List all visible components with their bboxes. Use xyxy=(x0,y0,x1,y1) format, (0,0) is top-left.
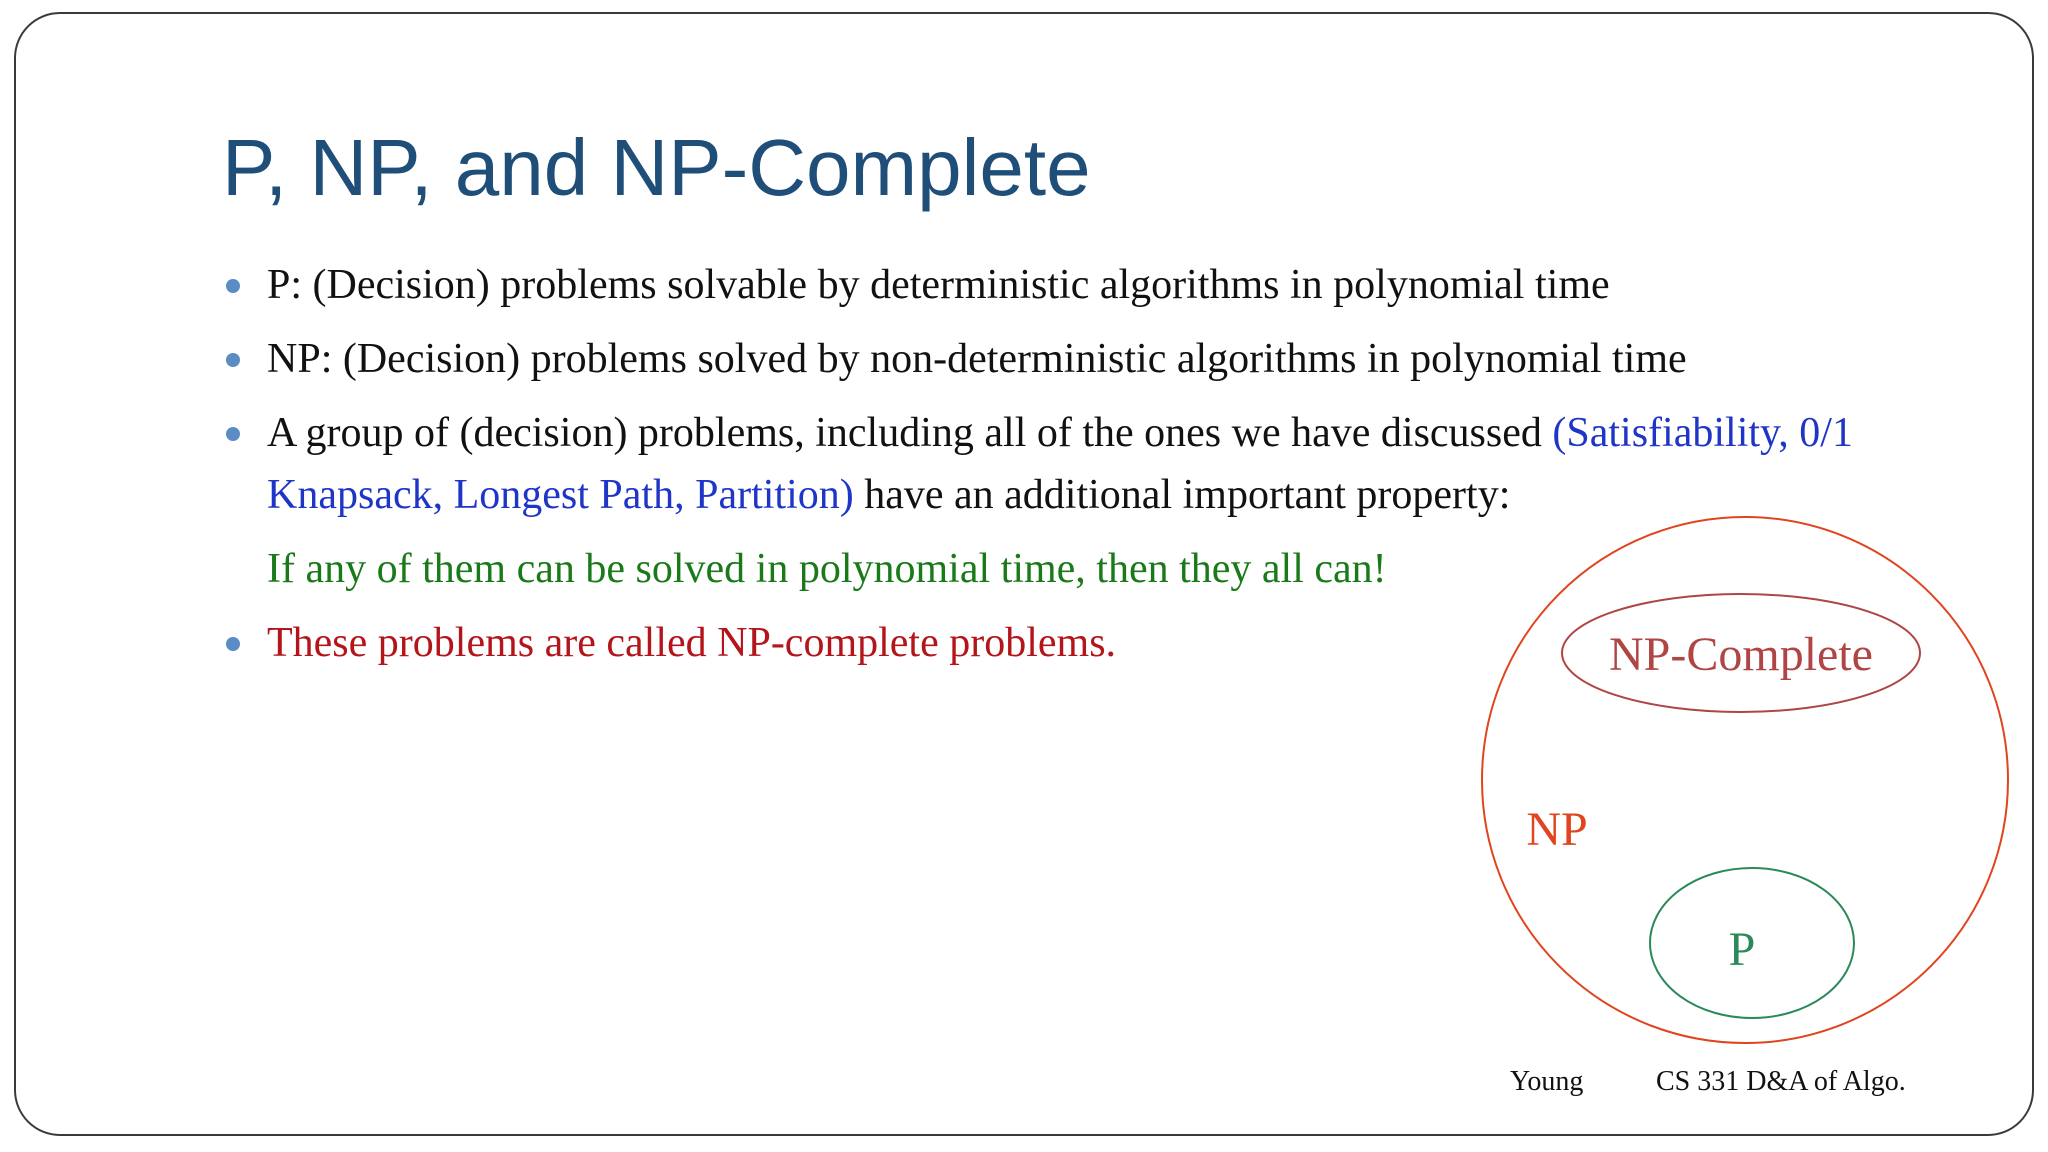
bullet-text: P: (Decision) problems solvable by deterministic algorithms in polynomial time xyxy=(267,262,1610,308)
bullet-dot-icon xyxy=(226,279,240,293)
bullet-text: These problems are called NP-complete problems. xyxy=(267,620,1117,666)
bullet-dot-icon xyxy=(226,353,240,367)
bullet-list xyxy=(222,254,1922,686)
bullet-text: NP: (Decision) problems solved by non-deterministic algorithms in polynomial time xyxy=(267,336,1687,382)
np-label: NP xyxy=(1526,803,1588,856)
footer-course: CS 331 D&A of Algo. xyxy=(1656,1066,1906,1097)
bullet-text-lead: A group of (decision) problems, including all of the ones we have discussed xyxy=(267,410,1553,456)
bullet-dot-icon xyxy=(226,637,240,651)
example-problems: (Satisfiability, 0/1 Knapsack, Longest Path, Partition) xyxy=(267,410,1853,518)
p-label: P xyxy=(1728,923,1756,976)
np-complete-label: NP-Complete xyxy=(1609,628,1873,681)
bullet-p-definition xyxy=(222,254,1922,316)
property-statement: If any of them can be solved in polynomial time, then they all can! xyxy=(267,546,1387,592)
bullet-np-complete-called xyxy=(222,612,1922,674)
footer-author: Young xyxy=(1510,1066,1584,1097)
bullet-text-tail: have an additional important property: xyxy=(853,472,1511,518)
slide-title: P, NP, and NP-Complete xyxy=(222,123,1091,212)
bullet-np-definition xyxy=(222,328,1922,390)
bullet-dot-icon xyxy=(226,427,240,441)
bullet-np-complete-group xyxy=(222,402,1922,526)
